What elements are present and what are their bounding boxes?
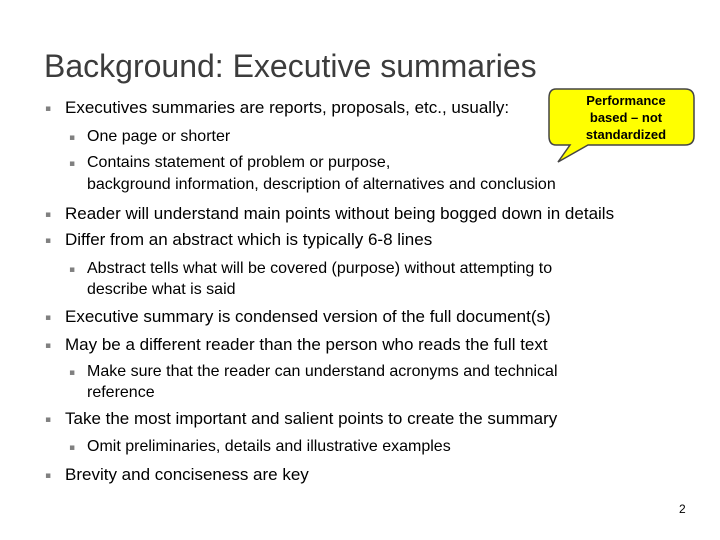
sub-bullet-item	[69, 361, 558, 383]
square-bullet-icon: ▪	[69, 443, 76, 453]
bullet-text: Reader will understand main points without being bogged down in details	[65, 204, 615, 223]
sub-bullet-item	[69, 126, 231, 148]
callout-line: based – not	[589, 110, 663, 125]
sub-bullet-text: Abstract tells what will be covered (purpose) without attempting to	[87, 260, 553, 277]
bullet-text: Differ from an abstract which is typically 6-8 lines	[65, 230, 433, 249]
bullet-item	[45, 306, 551, 328]
bullet-text: May be a different reader than the person who reads the full text	[65, 335, 548, 354]
sub-bullet-item	[69, 258, 553, 280]
bullet-item	[45, 203, 615, 225]
sub-bullet-text: Make sure that the reader can understand acronyms and technical	[87, 363, 558, 380]
square-bullet-icon: ▪	[69, 133, 76, 143]
sub-bullet-text: Omit preliminaries, details and illustrative examples	[87, 438, 451, 455]
sub-bullet-continuation: describe what is said	[87, 281, 236, 298]
bullet-text: Executives summaries are reports, proposals, etc., usually:	[65, 98, 510, 117]
square-bullet-icon: ▪	[45, 341, 52, 351]
page-number: 2	[679, 502, 686, 516]
square-bullet-icon: ▪	[45, 104, 52, 114]
square-bullet-icon: ▪	[45, 236, 52, 246]
square-bullet-icon: ▪	[45, 210, 52, 220]
square-bullet-icon: ▪	[69, 159, 76, 169]
square-bullet-icon: ▪	[45, 313, 52, 323]
sub-bullet-text: One page or shorter	[87, 128, 231, 145]
callout-text	[558, 92, 694, 143]
square-bullet-icon: ▪	[69, 265, 76, 275]
bullet-item	[45, 229, 433, 251]
sub-bullet-continuation: reference	[87, 384, 155, 401]
callout-line: Performance	[586, 93, 666, 108]
callout-line: standardized	[585, 127, 667, 142]
square-bullet-icon: ▪	[45, 415, 52, 425]
bullet-item	[45, 97, 510, 119]
speech-bubble-callout	[548, 88, 698, 173]
square-bullet-icon: ▪	[45, 471, 52, 481]
bullet-text: Executive summary is condensed version of the full document(s)	[65, 307, 551, 326]
bullet-item	[45, 408, 558, 430]
sub-bullet-text: Contains statement of problem or purpose,	[87, 154, 391, 171]
bullet-item	[45, 334, 548, 356]
bullet-text: Take the most important and salient points to create the summary	[65, 409, 558, 428]
square-bullet-icon: ▪	[69, 368, 76, 378]
bullet-text: Brevity and conciseness are key	[65, 465, 309, 484]
bullet-item	[45, 464, 309, 486]
sub-bullet-item	[69, 436, 451, 458]
sub-bullet-item	[69, 152, 391, 174]
sub-bullet-continuation: background information, description of alternatives and conclusion	[87, 176, 556, 193]
slide-title: Background: Executive summaries	[44, 48, 537, 84]
